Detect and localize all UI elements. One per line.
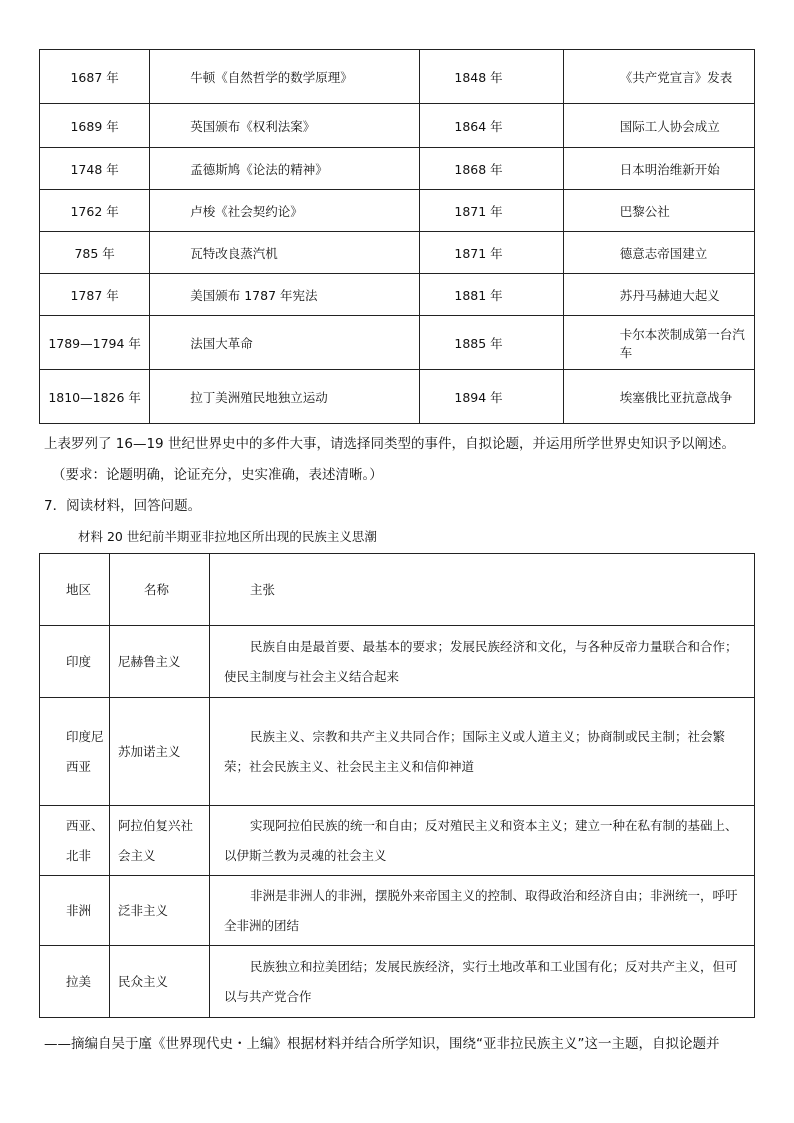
event-cell: 瓦特改良蒸汽机: [150, 232, 420, 274]
name-cell: 苏加诺主义: [110, 698, 210, 806]
header-claim: 主张: [210, 554, 755, 626]
region-cell: 印度: [40, 626, 110, 698]
event-cell: 法国大革命: [150, 316, 420, 370]
header-region: 地区: [40, 554, 110, 626]
event-cell: 美国颁布 1787 年宪法: [150, 274, 420, 316]
event-cell: 苏丹马赫迪大起义: [563, 274, 754, 316]
year-cell: 1689 年: [40, 104, 150, 148]
name-cell: 尼赫鲁主义: [110, 626, 210, 698]
year-cell: 1748 年: [40, 148, 150, 190]
year-cell: 1864 年: [420, 104, 563, 148]
event-cell: 国际工人协会成立: [563, 104, 754, 148]
question-6-requirement: （要求：论题明确，论证充分，史实准确，表述清晰。）: [52, 467, 383, 483]
table-row: [40, 148, 755, 190]
table-row: [40, 50, 755, 104]
claim-cell: 民族主义、宗教和共产主义共同合作；国际主义或人道主义；协商制或民主制；社会繁荣；社会民族主义、社会民主主义和信仰神道: [210, 698, 755, 806]
year-cell: 1789—1794 年: [40, 316, 150, 370]
header-name: 名称: [110, 554, 210, 626]
event-cell: 孟德斯鸠《论法的精神》: [150, 148, 420, 190]
event-cell: 日本明治维新开始: [563, 148, 754, 190]
nationalism-table: [39, 553, 755, 1018]
year-cell: 1762 年: [40, 190, 150, 232]
event-cell: 拉丁美洲殖民地独立运动: [150, 370, 420, 424]
year-cell: 1787 年: [40, 274, 150, 316]
claim-cell: 非洲是非洲人的非洲，摆脱外来帝国主义的控制、取得政治和经济自由；非洲统一，呼吁全非洲的团结: [210, 876, 755, 946]
year-cell: 785 年: [40, 232, 150, 274]
question-7-title: 7．阅读材料，回答问题。: [44, 498, 202, 514]
event-cell: 卢梭《社会契约论》: [150, 190, 420, 232]
event-cell: 卡尔本茨制成第一台汽车: [563, 316, 754, 370]
source-line: ——摘编自吴于廑《世界现代史・上编》根据材料并结合所学知识，围绕“亚非拉民族主义”这一主题，自拟论题并: [44, 1036, 720, 1052]
event-cell: 埃塞俄比亚抗意战争: [563, 370, 754, 424]
year-cell: 1881 年: [420, 274, 563, 316]
name-cell: 阿拉伯复兴社会主义: [110, 806, 210, 876]
name-cell: 泛非主义: [110, 876, 210, 946]
claim-cell: 民族独立和拉美团结；发展民族经济，实行土地改革和工业国有化；反对共产主义，但可以与共产党合作: [210, 946, 755, 1018]
event-cell: 牛顿《自然哲学的数学原理》: [150, 50, 420, 104]
event-cell: 巴黎公社: [563, 190, 754, 232]
region-cell: 非洲: [40, 876, 110, 946]
region-cell: 印度尼西亚: [40, 698, 110, 806]
year-cell: 1885 年: [420, 316, 563, 370]
claim-cell: 民族自由是最首要、最基本的要求；发展民族经济和文化，与各种反帝力量联合和合作；使民主制度与社会主义结合起来: [210, 626, 755, 698]
year-cell: 1894 年: [420, 370, 563, 424]
event-cell: 德意志帝国建立: [563, 232, 754, 274]
table-row: [40, 370, 755, 424]
region-cell: 西亚、北非: [40, 806, 110, 876]
table-row: [40, 626, 755, 698]
region-cell: 拉美: [40, 946, 110, 1018]
year-cell: 1868 年: [420, 148, 563, 190]
table-row: [40, 232, 755, 274]
table-row: [40, 806, 755, 876]
table-row: [40, 190, 755, 232]
claim-cell: 实现阿拉伯民族的统一和自由；反对殖民主义和资本主义；建立一种在私有制的基础上、以伊斯兰教为灵魂的社会主义: [210, 806, 755, 876]
year-cell: 1687 年: [40, 50, 150, 104]
events-timeline-table: [39, 49, 755, 424]
question-6-text: 上表罗列了 16—19 世纪世界史中的多件大事，请选择同类型的事件，自拟论题，并运用所学世界史知识予以阐述。: [44, 436, 735, 452]
table-row: [40, 876, 755, 946]
material-caption: 材料 20 世纪前半期亚非拉地区所出现的民族主义思潮: [78, 529, 377, 544]
year-cell: 1848 年: [420, 50, 563, 104]
table-row: [40, 274, 755, 316]
header-row: [40, 554, 755, 626]
table-row: [40, 698, 755, 806]
year-cell: 1871 年: [420, 190, 563, 232]
table-row: [40, 316, 755, 370]
year-cell: 1871 年: [420, 232, 563, 274]
year-cell: 1810—1826 年: [40, 370, 150, 424]
event-cell: 英国颁布《权利法案》: [150, 104, 420, 148]
name-cell: 民众主义: [110, 946, 210, 1018]
event-cell: 《共产党宣言》发表: [563, 50, 754, 104]
table-row: [40, 946, 755, 1018]
table-row: [40, 104, 755, 148]
